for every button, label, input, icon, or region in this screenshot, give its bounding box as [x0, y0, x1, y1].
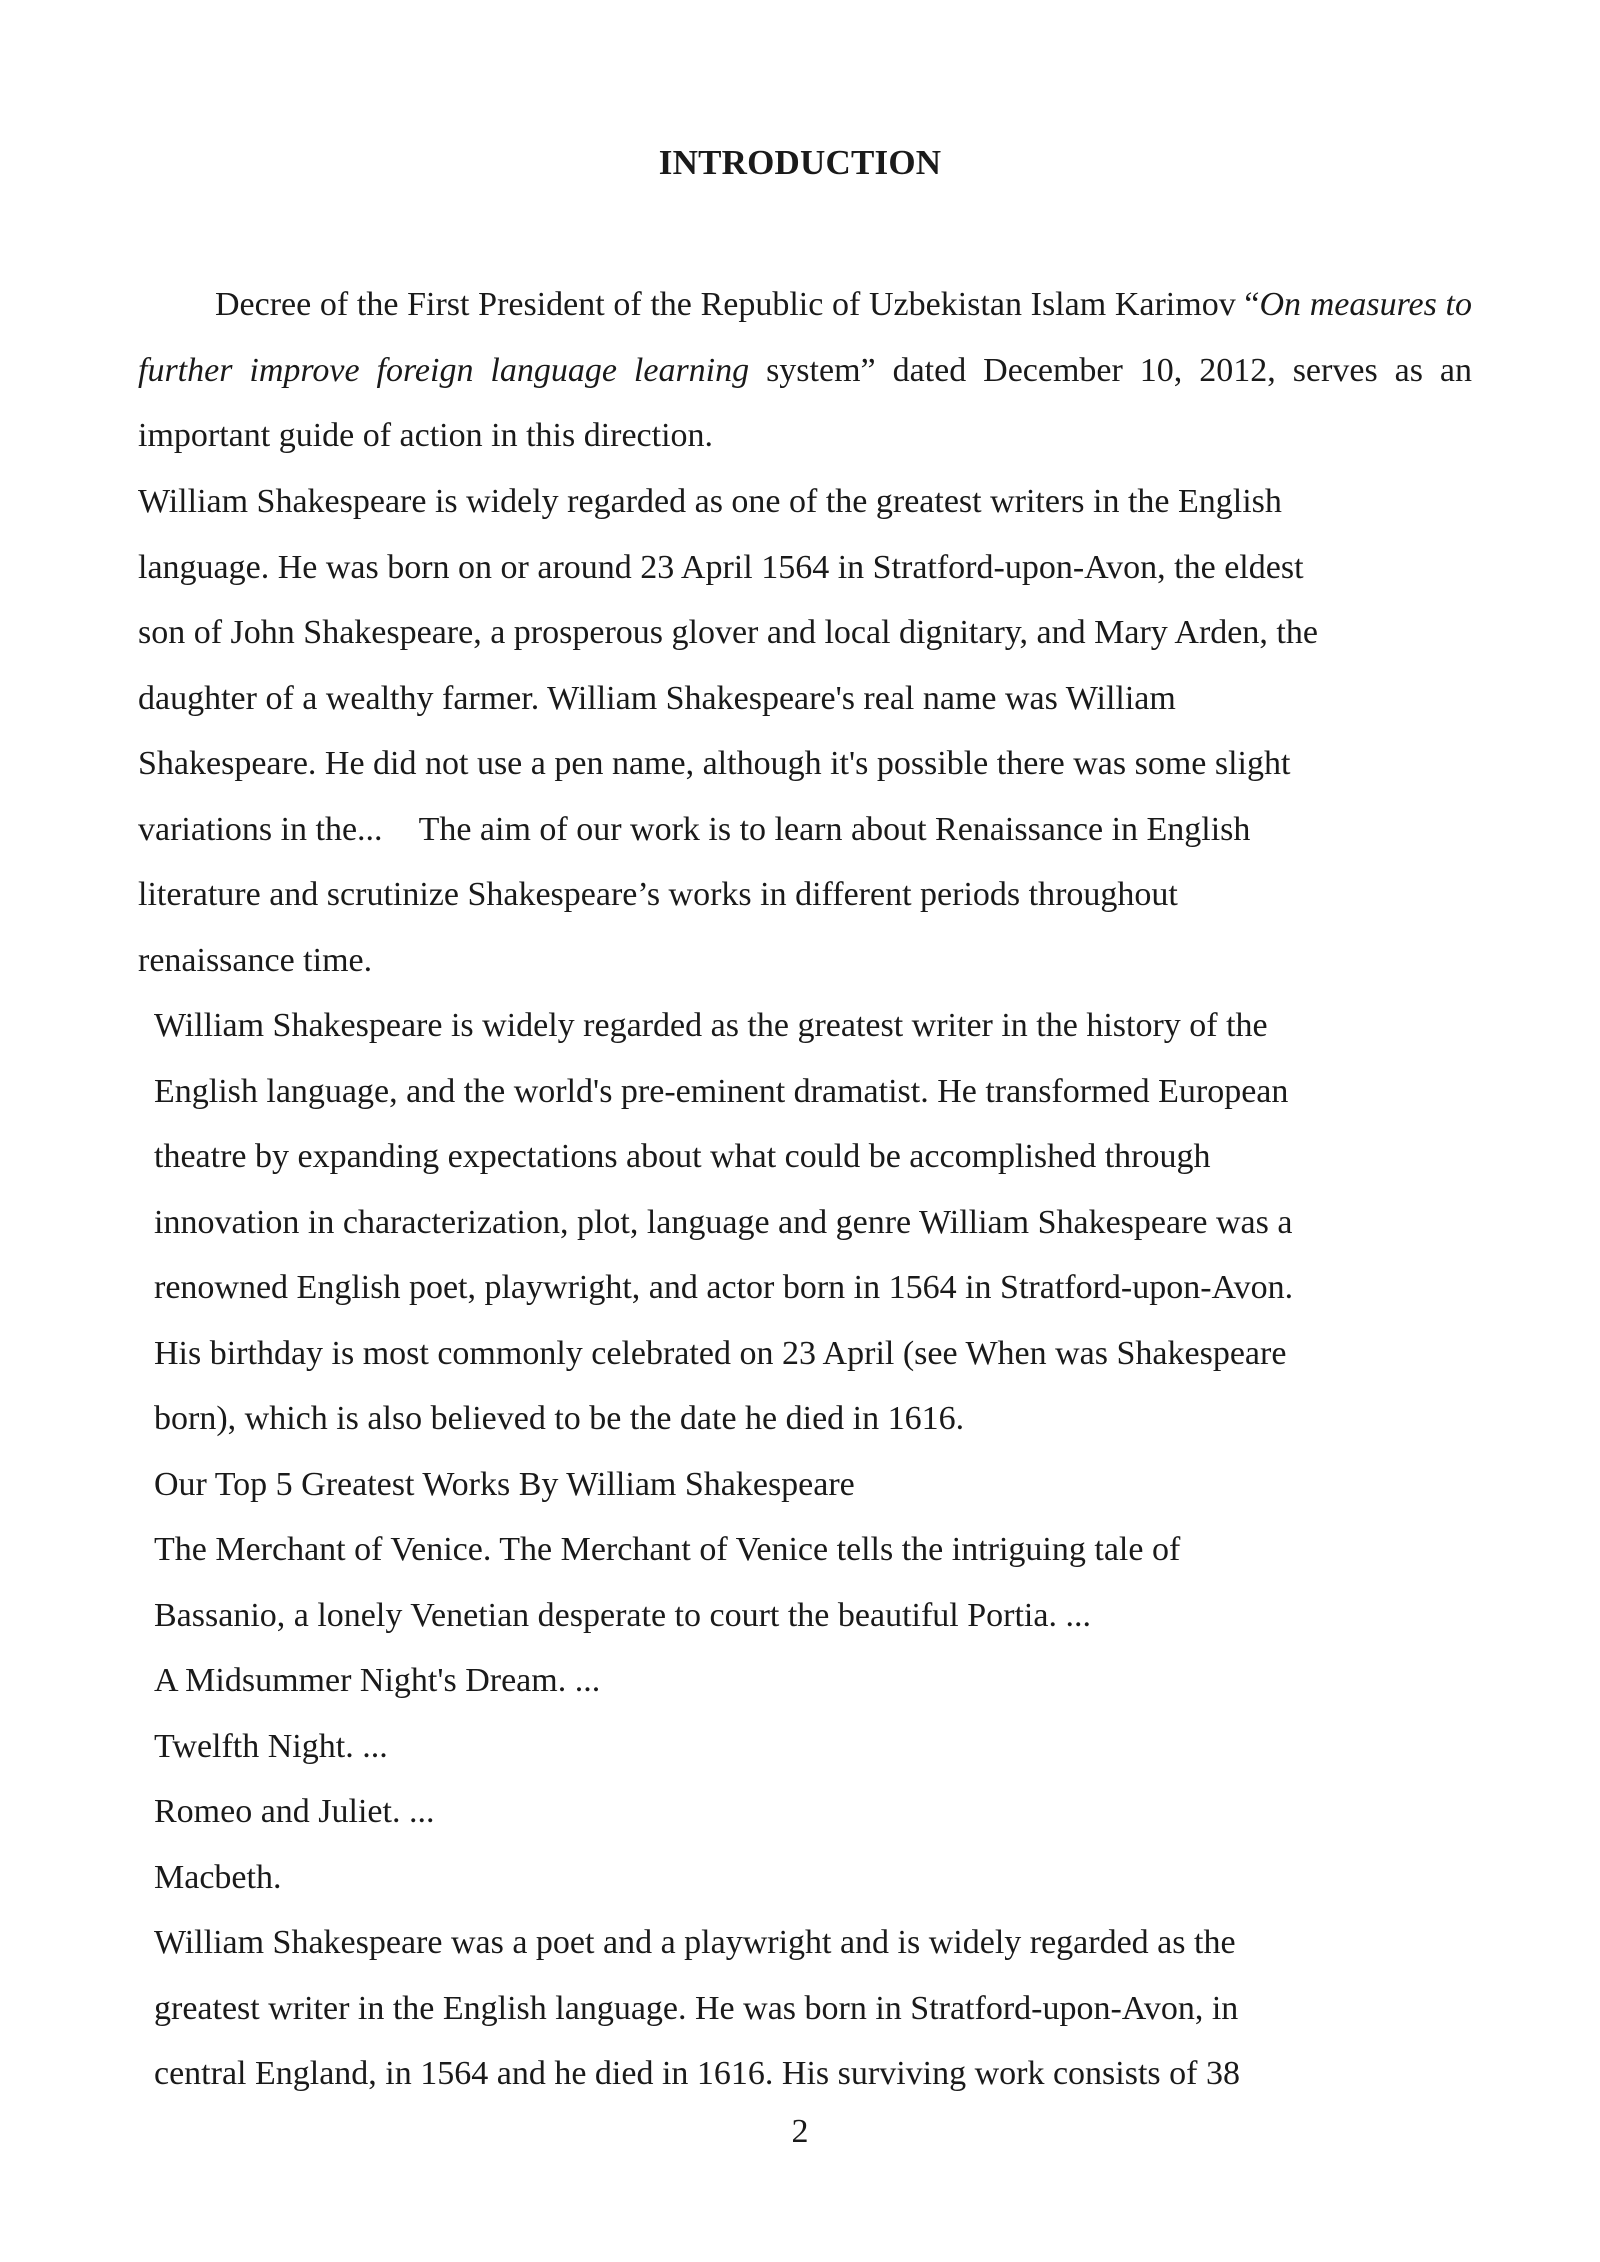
- decree-paragraph: [138, 272, 1472, 469]
- aim-line: [138, 797, 1472, 863]
- decree-text-start: Decree of the First President of the Republic of Uzbekistan Islam Karimov “: [215, 286, 1260, 323]
- works-list-item: Twelfth Night. ...: [154, 1727, 388, 1765]
- biography-block: [138, 469, 1472, 993]
- works-list-item: Romeo and Juliet. ...: [154, 1793, 435, 1830]
- text-line: Shakespeare. He did not use a pen name, although it's possible there was some slight: [138, 745, 1291, 782]
- text-line: Bassanio, a lonely Venetian desperate to court the beautiful Portia. ...: [154, 1596, 1091, 1634]
- works-list-heading: Our Top 5 Greatest Works By William Shakespeare: [154, 1465, 855, 1503]
- text-fragment: variations in the...: [138, 810, 383, 848]
- text-line: literature and scrutinize Shakespeare’s works in different periods throughout: [138, 876, 1178, 913]
- text-line: innovation in characterization, plot, language and genre William Shakespeare was a: [154, 1203, 1293, 1241]
- page-title: INTRODUCTION: [658, 143, 942, 182]
- decree-title-italic: On measures to further improve foreign language learning: [138, 286, 1472, 389]
- aim-statement: The aim of our work is to learn about Renaissance in English: [418, 810, 1251, 848]
- text-line: theatre by expanding expectations about what could be accomplished through: [154, 1138, 1211, 1175]
- text-line: William Shakespeare was a poet and a playwright and is widely regarded as the: [154, 1924, 1236, 1961]
- works-list-item: Macbeth.: [154, 1858, 282, 1896]
- text-line: born), which is also believed to be the date he died in 1616.: [154, 1400, 965, 1437]
- text-line: English language, and the world's pre-eminent dramatist. He transformed European: [154, 1072, 1289, 1110]
- text-line: His birthday is most commonly celebrated on 23 April (see When was Shakespeare: [154, 1334, 1287, 1372]
- text-line: central England, in 1564 and he died in 1616. His surviving work consists of 38: [154, 2055, 1240, 2092]
- text-line: renaissance time.: [138, 941, 373, 979]
- works-list-item: The Merchant of Venice. The Merchant of Venice tells the intriguing tale of: [154, 1531, 1181, 1568]
- text-line: William Shakespeare is widely regarded as one of the greatest writers in the English: [138, 483, 1282, 520]
- decree-text-end: system” dated December 10, 2012, serves as an important guide of action in this direction.: [138, 351, 1472, 454]
- shakespeare-overview-block: [154, 993, 1484, 2107]
- text-line: son of John Shakespeare, a prosperous glover and local dignitary, and Mary Arden, the: [138, 614, 1318, 651]
- text-line: greatest writer in the English language. He was born in Stratford-upon-Avon, in: [154, 1989, 1239, 2027]
- text-line: language. He was born on or around 23 April 1564 in Stratford-upon-Avon, the eldest: [138, 548, 1304, 586]
- text-line: renowned English poet, playwright, and actor born in 1564 in Stratford-upon-Avon.: [154, 1269, 1294, 1306]
- works-list-item: A Midsummer Night's Dream. ...: [154, 1662, 601, 1699]
- page-number: 2: [791, 2113, 809, 2150]
- text-line: daughter of a wealthy farmer. William Shakespeare's real name was William: [138, 679, 1176, 717]
- text-line: William Shakespeare is widely regarded as the greatest writer in the history of the: [154, 1007, 1268, 1044]
